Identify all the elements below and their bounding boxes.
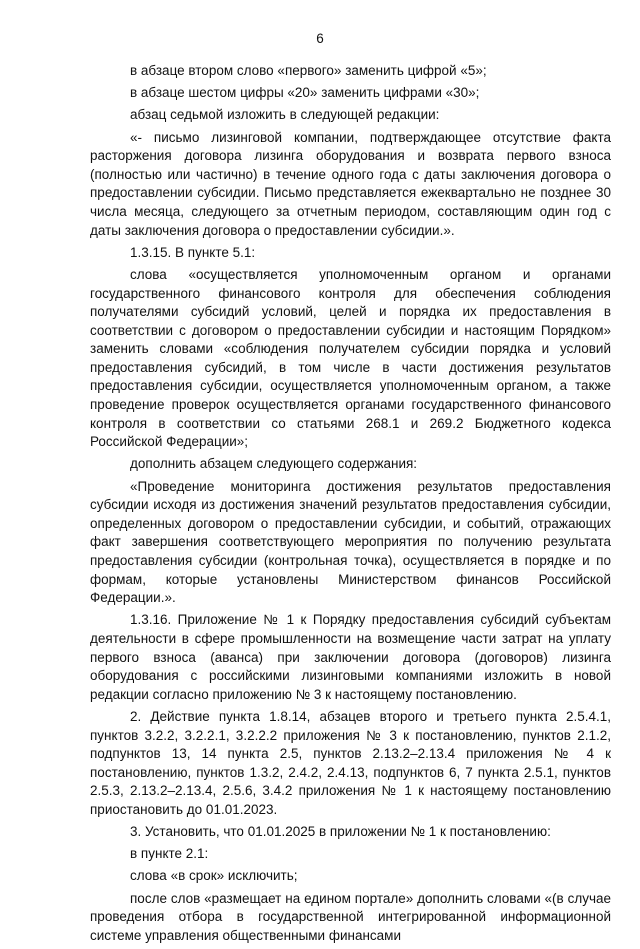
paragraph-9: 1.3.16. Приложение № 1 к Порядку предоставления субсидий субъектам деятельности в сфере промышленности на возмещение части затрат на уплату первого взноса (аванса) при заключении договора (договоров) лизинга оборудования с российскими лизинговыми компаниями изложить в новой редакции согласно приложению № 3 к настоящему постановлению. — [90, 612, 611, 702]
paragraph-5: 1.3.15. В пункте 5.1: — [130, 244, 256, 260]
paragraph-1: в абзаце втором слово «первого» заменить цифрой «5»; — [130, 63, 487, 78]
paragraph-13: слова «в срок» исключить; — [130, 868, 298, 884]
paragraph-8: «Проведение мониторинга достижения результатов предоставления субсидии исходя из достижения значений результатов предоставления субсидии, определенных договором о предоставлении субсидии, и событий, отражающих факт завершения соответствующего мероприятия по получению результата предоставления субсидии (контрольная точка), осуществляется в порядке и по формам, которые установлены Министерством финансов Российской Федерации.». — [90, 478, 611, 606]
paragraph-2: в абзаце шестом цифры «20» заменить цифрами «30»; — [130, 85, 480, 101]
paragraph-3: абзац седьмой изложить в следующей редакции: — [130, 107, 440, 123]
document-body — [90, 62, 611, 949]
paragraph-14: после слов «размещает на едином портале» дополнить словами «(в случае проведения отбора в государственной интегрированной информационной системе управления общественными финансами — [90, 890, 611, 943]
paragraph-7: дополнить абзацем следующего содержания: — [130, 456, 418, 472]
page-number: 6 — [316, 31, 324, 46]
paragraph-11: 3. Установить, что 01.01.2025 в приложении № 1 к постановлению: — [130, 824, 551, 840]
paragraph-4: «- письмо лизинговой компании, подтверждающее отсутствие факта расторжения договора лизинга оборудования и возврата первого взноса (полностью или частично) в течение одного года с даты заключения договора о предоставлении субсидии. Письмо представляется ежеквартально не позднее 30 числа месяца, следующего за отчетным периодом, составляющим один год с даты заключения договора о предоставлении субсидии.». — [90, 129, 611, 238]
paragraph-12: в пункте 2.1: — [130, 846, 209, 862]
paragraph-10: 2. Действие пункта 1.8.14, абзацев второго и третьего пункта 2.5.4.1, пунктов 3.2.2, 3.2.2.1, 3.2.2.2 приложения № 3 к постановлению, пунктов 2.1.2, подпунктов 13, 14 пункта 2.5, пунктов 2.13.2–2.13.4 приложения № 4 к постановлению, пунктов 1.3.2, 2.4.2, 2.4.13, подпунктов 6, 7 пункта 2.5.1, пунктов 2.5.3, 2.13.2–2.13.4, 2.5.6, 3.4.2 приложения № 1 к настоящему постановлению приостановить до 01.01.2023. — [90, 708, 611, 817]
paragraph-6: слова «осуществляется уполномоченным органом и органами государственного финансового контроля для обеспечения соблюдения получателями субсидий условий, целей и порядка их предоставления в соответствии с договором о предоставлении субсидии и настоящим Порядком» заменить словами «соблюдения получателем субсидии порядка и условий предоставления субсидий, в том числе в части достижения результатов предоставления субсидии, осуществляется уполномоченным органом, а также проведение проверок осуществляется органами государственного финансового контроля в соответствии со статьями 268.1 и 269.2 Бюджетного кодекса Российской Федерации»; — [90, 266, 611, 450]
